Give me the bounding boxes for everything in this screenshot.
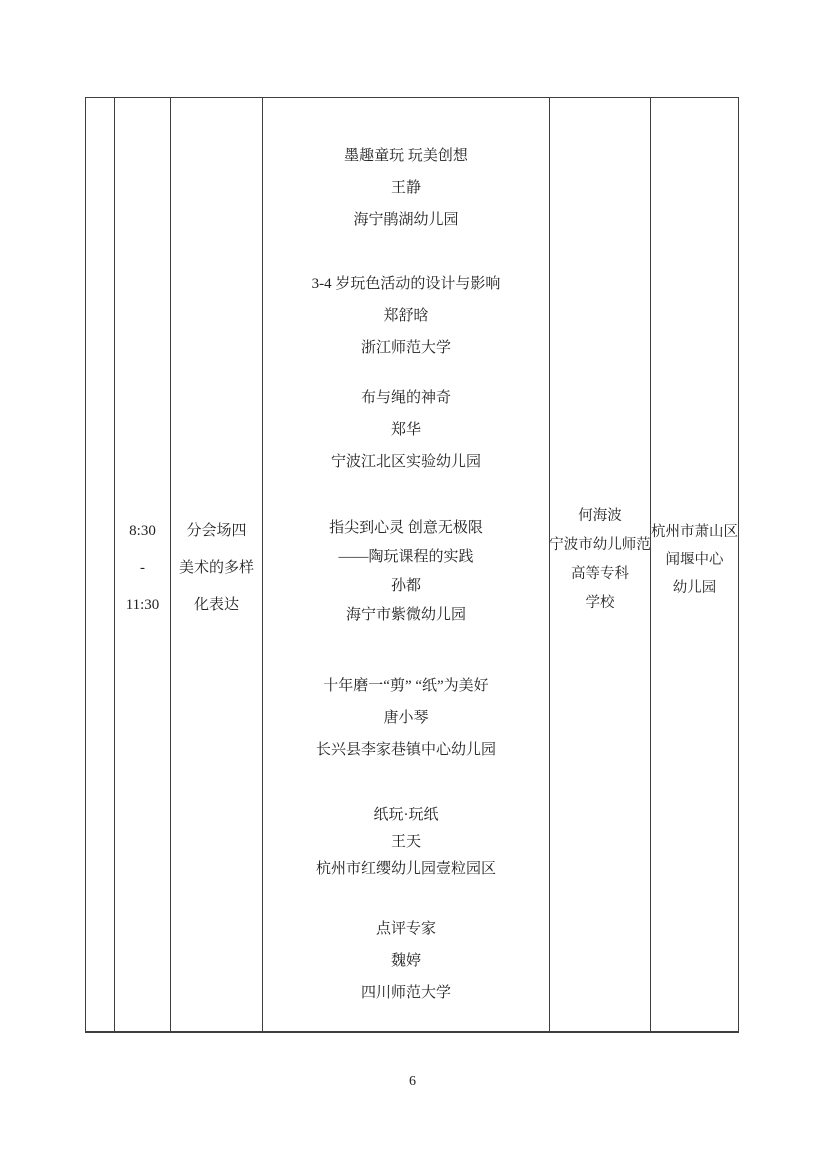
text-line: 幼儿园 bbox=[672, 579, 717, 596]
text-line: 郑舒晗 bbox=[383, 308, 429, 324]
text-line: 郑华 bbox=[390, 422, 421, 438]
text-line: 分会场四 bbox=[186, 523, 247, 539]
presentation-block bbox=[312, 268, 501, 364]
text-line: 指尖到心灵 创意无极限 bbox=[329, 520, 483, 536]
presentation-block bbox=[361, 913, 451, 1009]
text-line: 闻堰中心 bbox=[665, 551, 724, 568]
text-line: 长兴县李家巷镇中心幼儿园 bbox=[315, 742, 496, 758]
text-line: 杭州市红缨幼儿园壹粒园区 bbox=[315, 861, 496, 877]
text-line: 王静 bbox=[390, 180, 421, 196]
presentation-block bbox=[316, 670, 496, 766]
text-line: 宁波市幼儿师范 bbox=[549, 536, 651, 553]
text-line: 3-4 岁玩色活动的设计与影响 bbox=[311, 276, 501, 292]
presentation-block bbox=[316, 802, 496, 883]
presentation-block bbox=[344, 140, 468, 236]
presentation-block bbox=[331, 382, 481, 478]
text-line: 美术的多样 bbox=[178, 560, 254, 576]
presentations-cell bbox=[263, 98, 550, 1031]
time-cell bbox=[115, 98, 171, 1031]
schedule-table bbox=[85, 97, 739, 1033]
text-line: 化表达 bbox=[193, 597, 239, 613]
venue-cell bbox=[651, 98, 738, 1031]
text-line: 学校 bbox=[585, 594, 615, 611]
text-line: 唐小琴 bbox=[383, 710, 429, 726]
text-line: 点评专家 bbox=[375, 921, 436, 937]
text-line: 高等专科 bbox=[571, 565, 629, 582]
text-line: 十年磨一“剪” “纸”为美好 bbox=[323, 678, 489, 694]
page-number: 6 bbox=[409, 1074, 416, 1089]
text-line: 何海波 bbox=[578, 507, 622, 524]
text-line: - bbox=[140, 560, 145, 576]
text-line: 杭州市萧山区 bbox=[651, 523, 738, 540]
text-line: 魏婷 bbox=[390, 953, 421, 969]
text-line: 孙都 bbox=[390, 578, 421, 594]
text-line: 纸玩·玩纸 bbox=[373, 807, 439, 823]
text-line: 11:30 bbox=[125, 597, 160, 613]
text-line: 海宁鹃湖幼儿园 bbox=[353, 212, 459, 228]
text-line: ——陶玩课程的实践 bbox=[338, 549, 474, 565]
host-cell bbox=[550, 98, 651, 1031]
text-line: 四川师范大学 bbox=[360, 985, 451, 1001]
text-line: 浙江师范大学 bbox=[360, 340, 451, 356]
presentation-block bbox=[329, 514, 483, 630]
spacer-cell bbox=[86, 98, 115, 1031]
text-line: 王天 bbox=[390, 834, 421, 850]
text-line: 墨趣童玩 玩美创想 bbox=[344, 148, 468, 164]
text-line: 8:30 bbox=[129, 523, 156, 539]
text-line: 宁波江北区实验幼儿园 bbox=[330, 454, 481, 470]
text-line: 海宁市紫微幼儿园 bbox=[345, 607, 466, 623]
session-name-cell bbox=[171, 98, 263, 1031]
text-line: 布与绳的神奇 bbox=[360, 390, 451, 406]
